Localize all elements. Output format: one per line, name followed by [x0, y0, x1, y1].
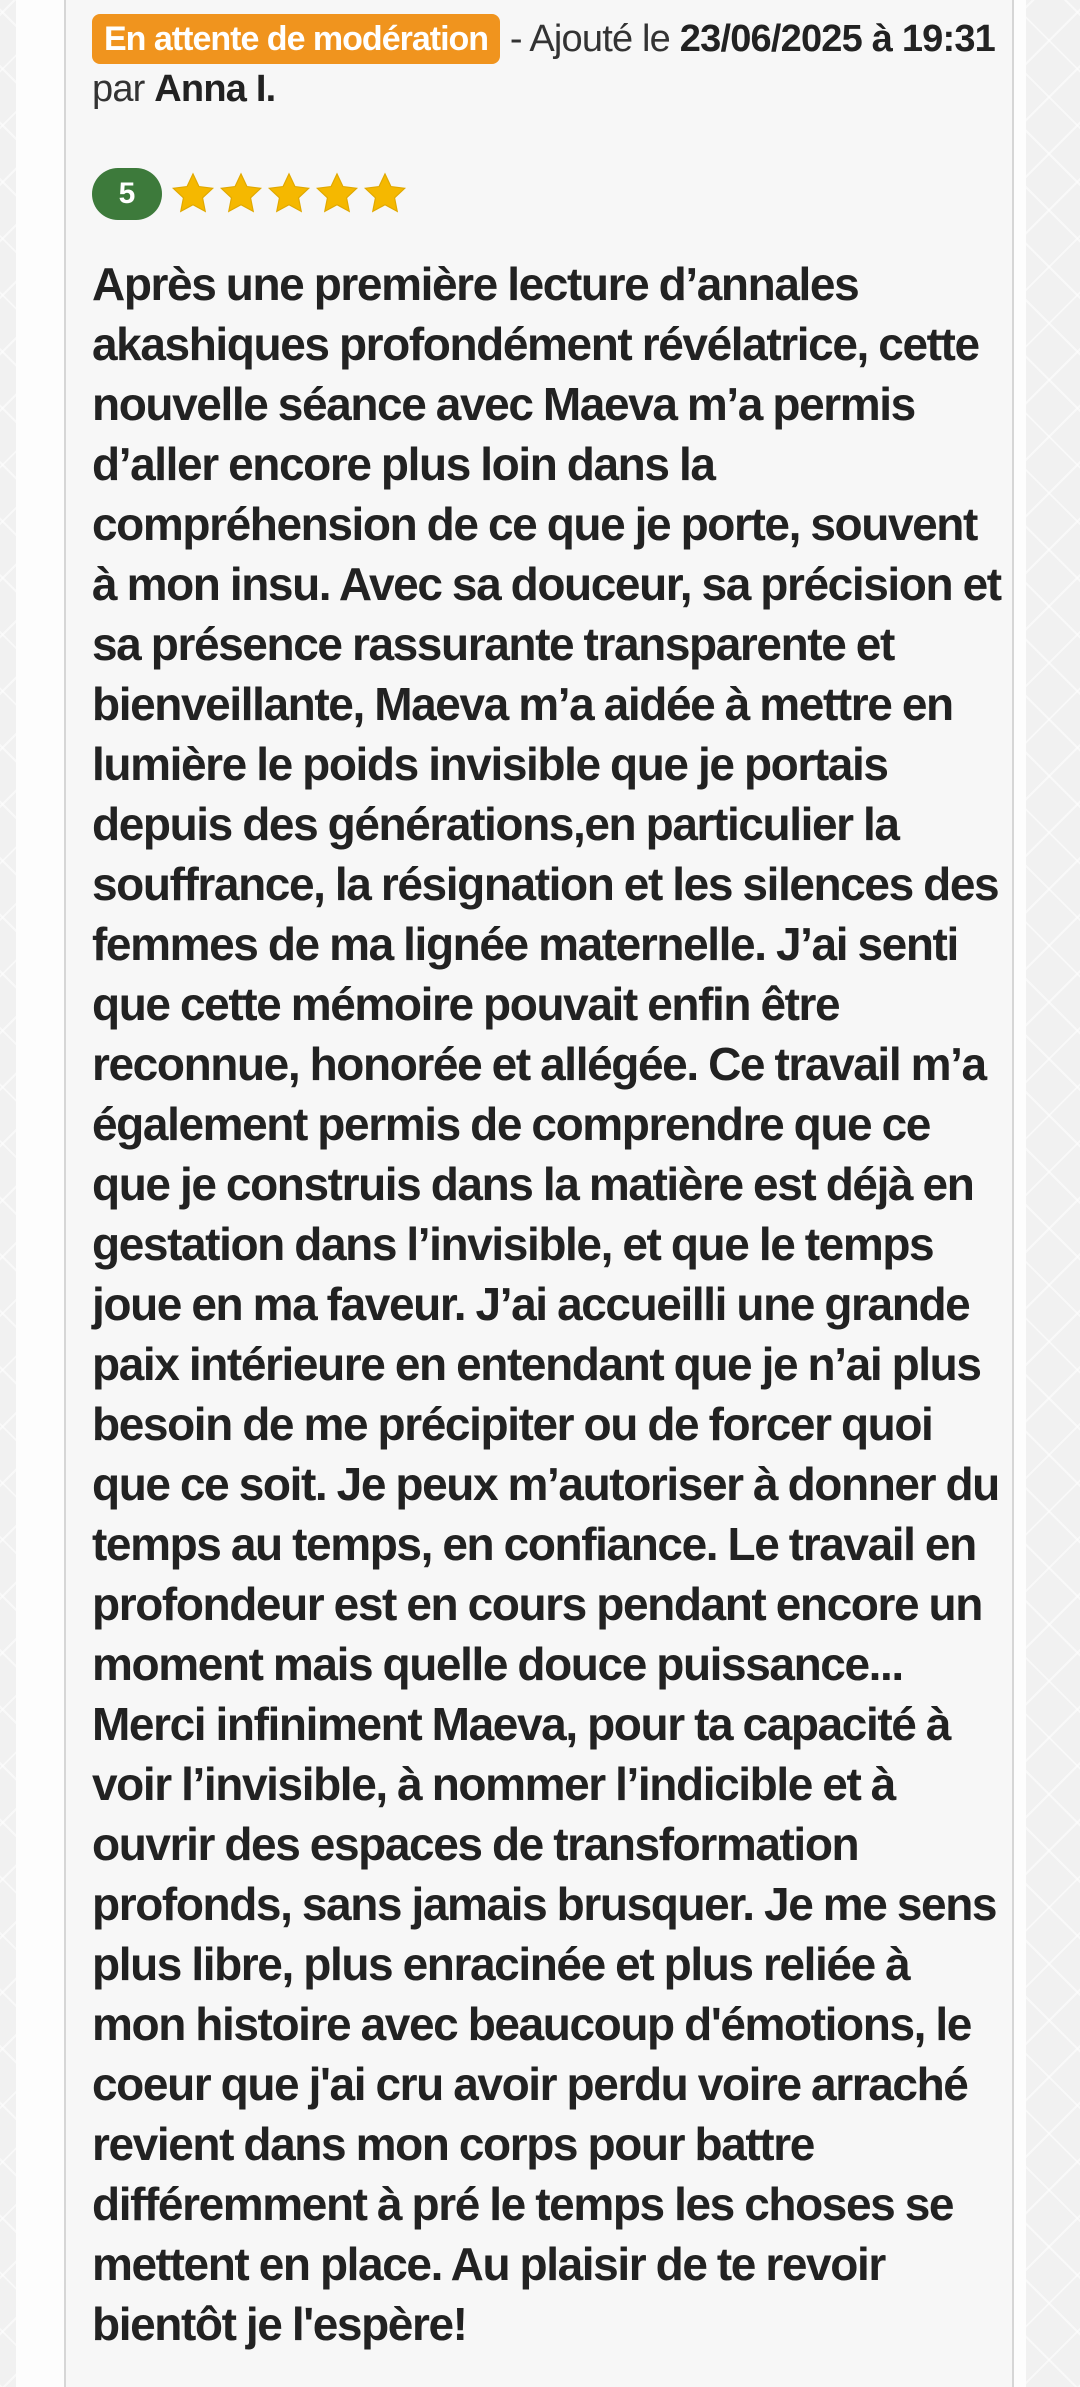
- star-icon: [314, 171, 360, 217]
- review-card: [64, 0, 1014, 2387]
- star-icon: [266, 171, 312, 217]
- review-text: Après une première lecture d’annales akashiques profondément révélatrice, cette nouvelle séance avec Maeva m’a permis d’aller encore plus loin dans la compréhension de ce que je porte, souvent à mon insu. Avec sa douceur, sa précision et sa présence rassurante transparente et bienveillante, Maeva m’a aidée à mettre en lumière le poids invisible que je portais depuis des générations,en particulier la souffrance, la résignation et les silences des femmes de ma lignée maternelle. J’ai senti que cette mémoire pouvait enfin être reconnue, honorée et allégée. Ce travail m’a également permis de comprendre que ce que je construis dans la matière est déjà en gestation dans l’invisible, et que le temps joue en ma faveur. J’ai accueilli une grande paix intérieure en entendant que je n’ai plus besoin de me précipiter ou de forcer quoi que ce soit. Je peux m’autoriser à donner du temps au temps, en confiance. Le travail en profondeur est en cours pendant encore un moment mais quelle douce puissance... Merci infiniment Maeva, pour ta capacité à voir l’invisible, à nommer l’indicible et à ouvrir des espaces de transformation profonds, sans jamais brusquer. Je me sens plus libre, plus enracinée et plus reliée à mon histoire avec beaucoup d'émotions, le coeur que j'ai cru avoir perdu voire arraché revient dans mon corps pour battre différemment à pré le temps les choses se mettent en place. Au plaisir de te revoir bientôt je l'espère!: [92, 258, 1001, 2350]
- review-date: 23/06/2025 à 19:31: [679, 18, 996, 60]
- star-icon: [218, 171, 264, 217]
- added-prefix: - Ajouté le: [500, 18, 680, 60]
- star-rating: [170, 171, 410, 217]
- by-prefix: par: [92, 68, 155, 110]
- star-icon: [362, 171, 408, 217]
- moderation-status-badge: En attente de modération: [92, 14, 500, 64]
- rating-row: [92, 166, 410, 222]
- star-icon: [170, 171, 216, 217]
- rating-badge: 5: [92, 168, 162, 220]
- review-meta: [92, 14, 1004, 114]
- review-author: Anna I.: [154, 68, 276, 110]
